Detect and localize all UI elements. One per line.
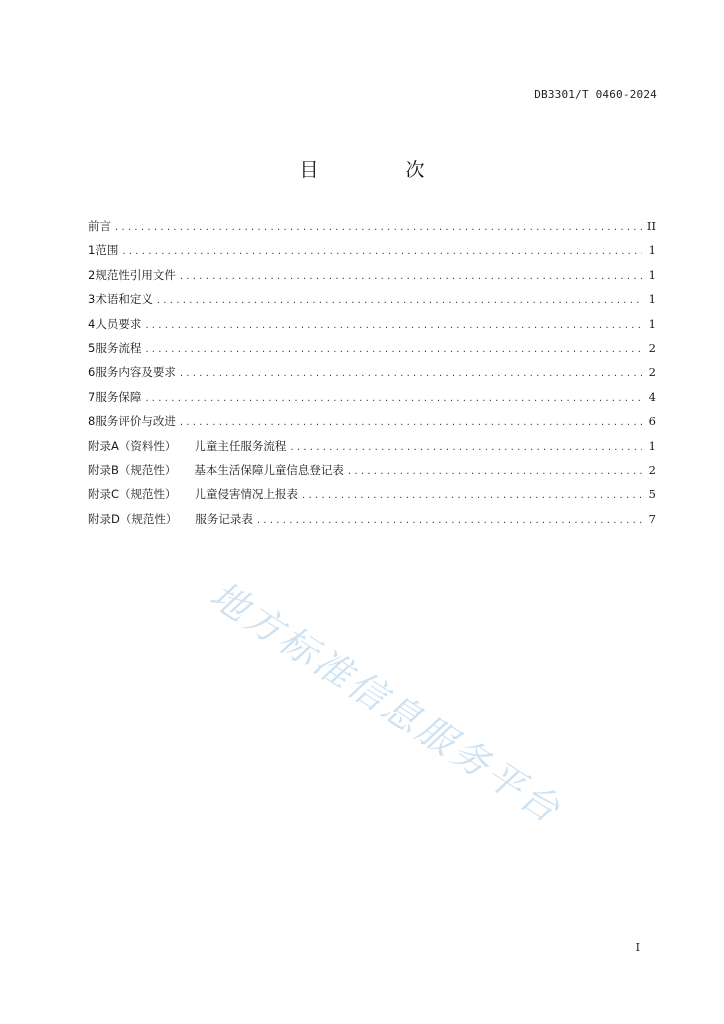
toc-entry-2[interactable]	[88, 267, 656, 291]
toc-leader-dots	[290, 442, 642, 453]
toc-appendix-label: 附录B（规范性）	[88, 462, 177, 477]
toc-entry-page: 1	[648, 438, 656, 453]
toc-leader-dots	[145, 393, 642, 404]
toc-entry-number: 8	[88, 414, 96, 429]
toc-entry-number: 6	[88, 365, 96, 380]
toc-entry-page: 2	[648, 340, 656, 355]
toc-entry-title: 儿童主任服务流程	[194, 438, 287, 453]
page-number: I	[635, 941, 640, 954]
toc-entry-page: 2	[648, 462, 656, 477]
toc-leader-dots	[157, 295, 642, 306]
toc-entry-page: 1	[648, 267, 656, 282]
toc-entry-number: 3	[88, 292, 96, 307]
toc-entry-title: 服务保障	[95, 389, 142, 404]
toc-entry-title: 儿童侵害情况上报表	[194, 487, 299, 502]
toc-appendix-label: 附录C（规范性）	[88, 487, 177, 502]
toc-entry-appendix-c[interactable]	[88, 486, 656, 510]
toc-entry-4[interactable]	[88, 316, 656, 340]
toc-leader-dots	[145, 344, 642, 355]
toc-entry-1[interactable]	[88, 242, 656, 266]
toc-leader-dots	[348, 466, 642, 477]
toc-leader-dots	[180, 417, 642, 428]
toc-entry-page: 1	[648, 243, 656, 258]
toc-entry-number: 2	[88, 267, 96, 282]
toc-entry-appendix-d[interactable]	[88, 511, 656, 535]
toc-entry-title: 人员要求	[95, 316, 142, 331]
toc-entry-7[interactable]	[88, 389, 656, 413]
standard-code: DB3301/T 0460-2024	[534, 88, 657, 101]
toc-entry-title: 前言	[88, 219, 111, 233]
page-title: 目 次	[299, 159, 459, 181]
toc-leader-dots	[302, 490, 642, 501]
toc-entry-page: 6	[648, 414, 656, 429]
watermark: 地方标准信息服务平台	[202, 573, 570, 833]
toc-entry-page: 2	[648, 365, 656, 380]
toc-entry-title: 服务内容及要求	[95, 365, 176, 380]
toc-entry-page: 1	[648, 316, 656, 331]
toc-entry-title: 服务记录表	[195, 511, 253, 526]
toc-entry-number: 7	[88, 389, 96, 404]
toc-leader-dots	[145, 320, 642, 331]
toc-entry-title: 服务流程	[95, 340, 142, 355]
toc-entry-title: 术语和定义	[95, 292, 153, 307]
toc-leader-dots	[180, 271, 642, 282]
toc-entry-page: 7	[648, 511, 656, 526]
toc-entry-6[interactable]	[88, 364, 656, 388]
toc-entry-3[interactable]	[88, 291, 656, 315]
table-of-contents	[88, 218, 656, 535]
toc-leader-dots	[257, 515, 642, 526]
toc-entry-title: 基本生活保障儿童信息登记表	[194, 462, 344, 477]
toc-entry-appendix-a[interactable]	[88, 438, 656, 462]
toc-entry-5[interactable]	[88, 340, 656, 364]
toc-entry-number: 5	[88, 340, 96, 355]
toc-entry-8[interactable]	[88, 413, 656, 437]
toc-appendix-label: 附录D（规范性）	[88, 511, 178, 526]
toc-leader-dots	[115, 222, 642, 233]
toc-leader-dots	[122, 246, 642, 257]
toc-appendix-label: 附录A（资料性）	[88, 438, 177, 453]
toc-leader-dots	[180, 368, 642, 379]
toc-entry-page: II	[646, 219, 656, 233]
toc-entry-title: 规范性引用文件	[95, 267, 176, 282]
toc-entry-title: 范围	[95, 243, 119, 258]
toc-entry-number: 4	[88, 316, 96, 331]
toc-entry-title: 服务评价与改进	[95, 414, 176, 429]
toc-entry-appendix-b[interactable]	[88, 462, 656, 486]
toc-entry-number: 1	[88, 243, 96, 258]
toc-entry-foreword[interactable]	[88, 218, 656, 242]
toc-entry-page: 1	[648, 292, 656, 307]
toc-entry-page: 4	[648, 389, 656, 404]
toc-entry-page: 5	[648, 487, 656, 502]
